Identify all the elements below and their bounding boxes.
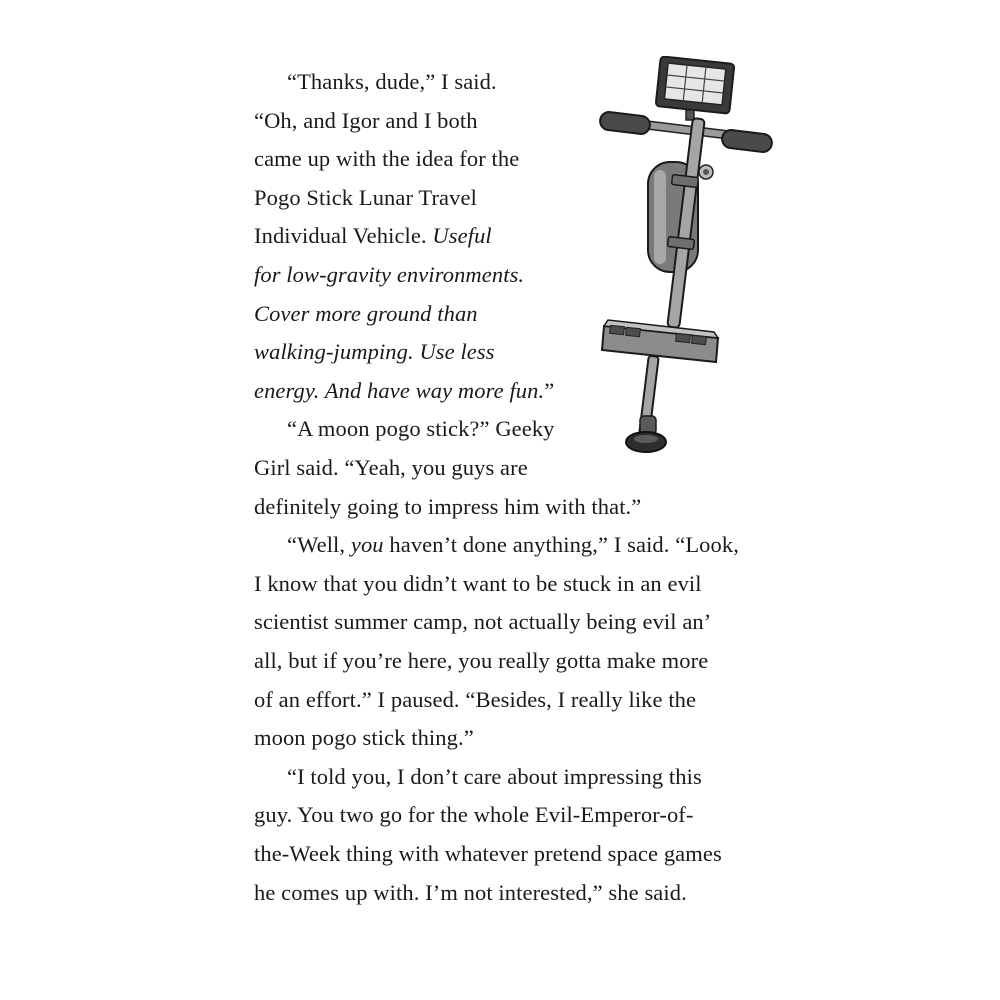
pogo-base-icon (626, 356, 666, 452)
text-segment: came up with the idea for the (254, 146, 520, 172)
italic-text: Useful (432, 223, 492, 249)
text-segment: “I told you, I don’t care about impressing this (287, 763, 702, 789)
text-segment: “Thanks, dude,” I said. (287, 69, 497, 94)
text-line (254, 338, 495, 366)
text-segment: “A moon pogo stick?” Geeky (287, 416, 555, 442)
text-line (254, 493, 641, 521)
text-segment: he comes up with. I’m not interested,” she said. (254, 879, 687, 905)
text-segment: I know that you didn’t want to be stuck in an evil (254, 570, 702, 596)
text-segment: Individual Vehicle. (254, 223, 433, 249)
text-line (254, 184, 477, 212)
text-line (254, 377, 554, 405)
text-line (287, 415, 555, 443)
text-segment: of an effort.” I paused. “Besides, I really like the (254, 686, 697, 712)
text-line (254, 107, 478, 135)
text-segment: all, but if you’re here, you really gotta make more (254, 648, 709, 673)
pogo-stick-illustration (596, 56, 776, 460)
text-line (254, 300, 478, 328)
text-segment: scientist summer camp, not actually being evil an’ (254, 609, 712, 635)
text-segment: Girl said. “Yeah, you guys are (254, 455, 528, 480)
text-line (254, 686, 696, 714)
text-line (287, 68, 497, 96)
text-line (254, 261, 524, 289)
text-segment: “Well, (287, 532, 351, 558)
text-line (254, 840, 722, 868)
italic-text: energy. And have way more fun. (254, 377, 545, 403)
text-line (287, 763, 702, 791)
text-segment: “Oh, and Igor and I both (254, 107, 478, 133)
text-segment: Pogo Stick Lunar Travel (254, 184, 477, 210)
pogo-screen-icon (656, 56, 735, 120)
text-segment: moon pogo stick thing.” (254, 725, 474, 751)
italic-text: for low-gravity environments. (254, 262, 525, 287)
text-line (254, 647, 708, 675)
text-segment: the-Week thing with whatever pretend space games (254, 841, 722, 866)
text-line (254, 608, 711, 636)
text-line (254, 222, 492, 250)
italic-text: Cover more ground than (254, 300, 478, 326)
pogo-footrest-icon (602, 320, 718, 362)
italic-text: walking-jumping. Use less (254, 339, 495, 365)
text-segment: haven’t done anything,” I said. “Look, (383, 532, 739, 558)
text-line (254, 454, 528, 482)
text-line (254, 145, 519, 173)
italic-text: you (350, 532, 384, 558)
text-segment: ” (544, 377, 555, 403)
text-line (254, 879, 687, 907)
text-line (254, 801, 694, 829)
text-line (254, 570, 702, 598)
text-segment: guy. You two go for the whole Evil-Emperor-of- (254, 802, 694, 828)
text-line (254, 724, 474, 752)
text-segment: definitely going to impress him with that.” (254, 493, 642, 519)
text-line (287, 531, 739, 559)
